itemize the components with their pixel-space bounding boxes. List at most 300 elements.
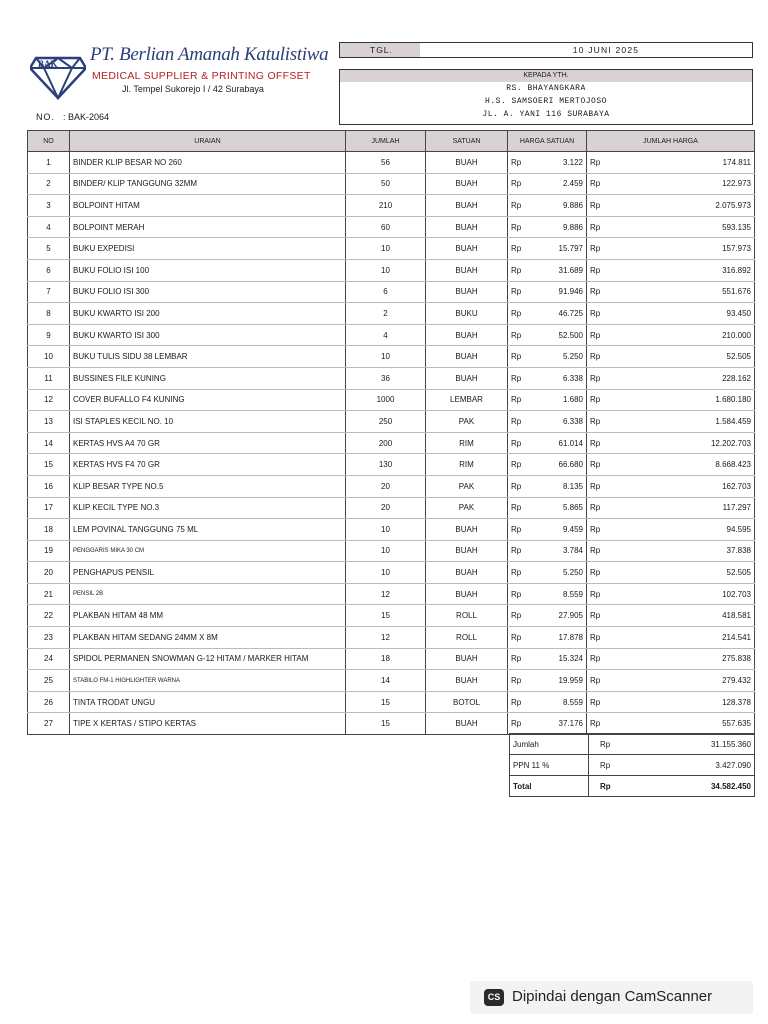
row-number: 20	[28, 562, 70, 584]
row-total-price	[587, 713, 755, 735]
currency-label: Rp	[590, 265, 601, 275]
table-row	[28, 627, 755, 649]
row-total-price	[587, 324, 755, 346]
currency-label: Rp	[590, 330, 601, 340]
table-row	[28, 259, 755, 281]
summary-row	[510, 734, 755, 755]
currency-label: Rp	[590, 157, 601, 167]
row-unit-price-value: 61.014	[558, 438, 583, 448]
row-number: 16	[28, 475, 70, 497]
summary-label: Total	[510, 776, 589, 797]
row-description: LEM POVINAL TANGGUNG 75 ML	[70, 519, 346, 541]
currency-label: Rp	[511, 179, 522, 189]
currency-label: Rp	[511, 157, 522, 167]
row-total-price-value: 94.595	[726, 524, 751, 534]
items-table	[27, 130, 755, 735]
row-quantity: 12	[346, 627, 426, 649]
row-unit-price	[508, 670, 587, 692]
row-unit: BUAH	[426, 648, 508, 670]
row-number: 22	[28, 605, 70, 627]
currency-label: Rp	[590, 244, 601, 254]
row-description: BUKU FOLIO ISI 100	[70, 259, 346, 281]
summary-amount	[589, 776, 755, 797]
row-description: KLIP BESAR TYPE NO.5	[70, 475, 346, 497]
row-unit: BUAH	[426, 195, 508, 217]
table-row	[28, 281, 755, 303]
row-unit-price-value: 5.250	[562, 568, 583, 578]
row-unit-price-value: 66.680	[558, 460, 583, 470]
header-description: URAIAN	[70, 131, 346, 152]
row-total-price	[587, 411, 755, 433]
company-tagline: MEDICAL SUPPLIER & PRINTING OFFSET	[92, 70, 311, 82]
currency-label: Rp	[511, 546, 522, 556]
row-unit: BOTOL	[426, 691, 508, 713]
header-no: NO	[28, 131, 70, 152]
row-quantity: 130	[346, 454, 426, 476]
row-unit-price-value: 52.500	[558, 330, 583, 340]
row-quantity: 200	[346, 432, 426, 454]
table-header-row	[28, 131, 755, 152]
row-description: BOLPOINT MERAH	[70, 216, 346, 238]
row-total-price-value: 2.075.973	[715, 200, 751, 210]
row-total-price-value: 93.450	[726, 308, 751, 318]
row-description: BUSSINES FILE KUNING	[70, 367, 346, 389]
row-quantity: 6	[346, 281, 426, 303]
row-total-price	[587, 627, 755, 649]
currency-label: Rp	[590, 373, 601, 383]
currency-label: Rp	[590, 308, 601, 318]
row-unit-price-value: 3.122	[562, 157, 583, 167]
row-unit-price	[508, 411, 587, 433]
row-total-price-value: 228.162	[722, 373, 751, 383]
summary-value: 3.427.090	[715, 760, 751, 770]
row-unit: LEMBAR	[426, 389, 508, 411]
row-description: TINTA TRODAT UNGU	[70, 691, 346, 713]
row-total-price	[587, 583, 755, 605]
currency-label: Rp	[590, 200, 601, 210]
row-total-price	[587, 152, 755, 174]
currency-label: Rp	[590, 287, 601, 297]
row-quantity: 1000	[346, 389, 426, 411]
row-total-price	[587, 216, 755, 238]
row-number: 8	[28, 303, 70, 325]
currency-label: Rp	[590, 438, 601, 448]
row-total-price	[587, 670, 755, 692]
row-total-price	[587, 389, 755, 411]
row-description: BUKU KWARTO ISI 300	[70, 324, 346, 346]
row-unit-price	[508, 583, 587, 605]
row-unit: BUAH	[426, 519, 508, 541]
row-quantity: 14	[346, 670, 426, 692]
currency-label: Rp	[590, 719, 601, 729]
camscanner-logo: CS	[484, 989, 504, 1006]
row-number: 6	[28, 259, 70, 281]
row-unit: ROLL	[426, 627, 508, 649]
currency-label: Rp	[600, 781, 611, 791]
row-quantity: 210	[346, 195, 426, 217]
row-quantity: 15	[346, 713, 426, 735]
date-box	[339, 42, 753, 58]
row-unit: BUKU	[426, 303, 508, 325]
row-unit-price	[508, 713, 587, 735]
currency-label: Rp	[590, 676, 601, 686]
table-row	[28, 411, 755, 433]
row-unit-price-value: 17.878	[558, 632, 583, 642]
date-label: TGL.	[340, 43, 420, 57]
row-total-price	[587, 173, 755, 195]
row-total-price	[587, 454, 755, 476]
row-number: 12	[28, 389, 70, 411]
table-row	[28, 432, 755, 454]
row-unit-price-value: 19.959	[558, 676, 583, 686]
row-unit: BUAH	[426, 346, 508, 368]
header-quantity: JUMLAH	[346, 131, 426, 152]
row-quantity: 12	[346, 583, 426, 605]
row-number: 10	[28, 346, 70, 368]
row-total-price	[587, 691, 755, 713]
row-number: 7	[28, 281, 70, 303]
row-unit-price-value: 6.338	[562, 416, 583, 426]
row-unit: PAK	[426, 475, 508, 497]
table-row	[28, 216, 755, 238]
currency-label: Rp	[511, 611, 522, 621]
row-number: 23	[28, 627, 70, 649]
row-total-price-value: 593.135	[722, 222, 751, 232]
recipient-line: H.S. SAMSOERI MERTOJOSO	[485, 97, 607, 106]
row-total-price-value: 37.838	[726, 546, 751, 556]
row-unit-price	[508, 238, 587, 260]
recipient-heading: KEPADA YTH.	[340, 70, 752, 82]
currency-label: Rp	[590, 481, 601, 491]
row-quantity: 10	[346, 519, 426, 541]
row-unit-price-value: 15.797	[558, 244, 583, 254]
row-total-price	[587, 497, 755, 519]
row-number: 9	[28, 324, 70, 346]
row-total-price-value: 551.676	[722, 287, 751, 297]
row-description: KLIP KECIL TYPE NO.3	[70, 497, 346, 519]
row-unit-price-value: 8.559	[562, 589, 583, 599]
row-unit: PAK	[426, 411, 508, 433]
row-total-price-value: 275.838	[722, 654, 751, 664]
table-row	[28, 324, 755, 346]
row-unit: PAK	[426, 497, 508, 519]
recipient-box	[339, 69, 753, 125]
document-number-label: NO.	[36, 112, 56, 122]
row-total-price-value: 316.892	[722, 265, 751, 275]
table-row	[28, 497, 755, 519]
row-unit-price	[508, 367, 587, 389]
currency-label: Rp	[600, 760, 611, 770]
table-row	[28, 605, 755, 627]
row-description: PENGGARIS MIKA 30 CM	[70, 540, 346, 562]
recipient-line: JL. A. YANI 116 SURABAYA	[482, 110, 610, 119]
row-unit-price	[508, 519, 587, 541]
row-unit-price-value: 2.459	[562, 179, 583, 189]
table-row	[28, 540, 755, 562]
currency-label: Rp	[600, 739, 611, 749]
currency-label: Rp	[511, 330, 522, 340]
row-description: COVER BUFALLO F4 KUNING	[70, 389, 346, 411]
row-total-price-value: 8.668.423	[715, 460, 751, 470]
header-unit: SATUAN	[426, 131, 508, 152]
row-total-price-value: 1.680.180	[715, 395, 751, 405]
items-body	[28, 152, 755, 735]
row-unit-price	[508, 324, 587, 346]
row-total-price-value: 52.505	[726, 568, 751, 578]
row-total-price	[587, 648, 755, 670]
date-value: 10 JUNI 2025	[572, 45, 640, 55]
table-row	[28, 475, 755, 497]
row-total-price	[587, 195, 755, 217]
row-number: 24	[28, 648, 70, 670]
currency-label: Rp	[590, 503, 601, 513]
row-unit-price-value: 5.865	[562, 503, 583, 513]
row-description: SPIDOL PERMANEN SNOWMAN G-12 HITAM / MARKER HITAM	[70, 648, 346, 670]
row-quantity: 250	[346, 411, 426, 433]
row-unit-price-value: 37.176	[558, 719, 583, 729]
row-total-price	[587, 367, 755, 389]
company-address: Jl. Tempel Sukorejo I / 42 Surabaya	[122, 84, 264, 94]
summary-body	[510, 734, 755, 797]
header-total-price: JUMLAH HARGA	[587, 131, 755, 152]
row-unit-price	[508, 562, 587, 584]
summary-amount	[589, 734, 755, 755]
table-row	[28, 454, 755, 476]
row-unit: BUAH	[426, 259, 508, 281]
row-number: 18	[28, 519, 70, 541]
row-unit-price-value: 91.946	[558, 287, 583, 297]
row-unit-price-value: 5.250	[562, 352, 583, 362]
currency-label: Rp	[511, 222, 522, 232]
row-description: KERTAS HVS F4 70 GR	[70, 454, 346, 476]
row-total-price-value: 52.505	[726, 352, 751, 362]
table-row	[28, 648, 755, 670]
currency-label: Rp	[590, 179, 601, 189]
currency-label: Rp	[590, 568, 601, 578]
row-description: PLAKBAN HITAM SEDANG 24MM X 8M	[70, 627, 346, 649]
row-total-price-value: 418.581	[722, 611, 751, 621]
currency-label: Rp	[511, 654, 522, 664]
row-unit: BUAH	[426, 238, 508, 260]
row-total-price-value: 279.432	[722, 676, 751, 686]
row-total-price	[587, 519, 755, 541]
row-unit-price-value: 1.680	[562, 395, 583, 405]
row-unit: ROLL	[426, 605, 508, 627]
row-unit: BUAH	[426, 713, 508, 735]
currency-label: Rp	[590, 222, 601, 232]
summary-amount	[589, 755, 755, 776]
row-quantity: 56	[346, 152, 426, 174]
row-number: 1	[28, 152, 70, 174]
row-unit-price	[508, 648, 587, 670]
row-unit-price-value: 31.689	[558, 265, 583, 275]
row-unit-price-value: 9.886	[562, 200, 583, 210]
row-description: BUKU FOLIO ISI 300	[70, 281, 346, 303]
row-unit-price	[508, 540, 587, 562]
row-unit-price	[508, 627, 587, 649]
company-name: PT. Berlian Amanah Katulistiwa	[90, 44, 329, 65]
row-number: 2	[28, 173, 70, 195]
table-row	[28, 367, 755, 389]
row-total-price-value: 102.703	[722, 589, 751, 599]
row-unit: RIM	[426, 454, 508, 476]
row-description: PENSIL 2B	[70, 583, 346, 605]
svg-text:BAK: BAK	[38, 59, 58, 69]
row-unit-price-value: 8.559	[562, 697, 583, 707]
currency-label: Rp	[511, 697, 522, 707]
row-unit: BUAH	[426, 583, 508, 605]
currency-label: Rp	[590, 395, 601, 405]
row-quantity: 4	[346, 324, 426, 346]
row-total-price	[587, 605, 755, 627]
row-quantity: 50	[346, 173, 426, 195]
table-row	[28, 713, 755, 735]
currency-label: Rp	[511, 438, 522, 448]
currency-label: Rp	[511, 373, 522, 383]
currency-label: Rp	[590, 632, 601, 642]
row-number: 14	[28, 432, 70, 454]
currency-label: Rp	[590, 546, 601, 556]
row-quantity: 18	[346, 648, 426, 670]
row-unit-price	[508, 691, 587, 713]
row-total-price-value: 174.811	[722, 157, 751, 167]
row-unit-price-value: 9.886	[562, 222, 583, 232]
currency-label: Rp	[590, 654, 601, 664]
currency-label: Rp	[590, 589, 601, 599]
row-quantity: 10	[346, 562, 426, 584]
row-total-price	[587, 432, 755, 454]
row-total-price	[587, 238, 755, 260]
currency-label: Rp	[511, 265, 522, 275]
summary-row	[510, 776, 755, 797]
header-unit-price: HARGA SATUAN	[508, 131, 587, 152]
currency-label: Rp	[590, 697, 601, 707]
camscanner-badge	[470, 981, 753, 1014]
currency-label: Rp	[511, 200, 522, 210]
table-row	[28, 583, 755, 605]
row-description: PLAKBAN HITAM 48 MM	[70, 605, 346, 627]
row-unit-price-value: 3.784	[562, 546, 583, 556]
currency-label: Rp	[511, 503, 522, 513]
row-quantity: 36	[346, 367, 426, 389]
row-number: 17	[28, 497, 70, 519]
row-total-price	[587, 259, 755, 281]
row-unit-price	[508, 605, 587, 627]
row-description: TIPE X KERTAS / STIPO KERTAS	[70, 713, 346, 735]
row-description: BINDER KLIP BESAR NO 260	[70, 152, 346, 174]
summary-label: Jumlah	[510, 734, 589, 755]
row-number: 4	[28, 216, 70, 238]
table-row	[28, 195, 755, 217]
row-number: 21	[28, 583, 70, 605]
row-quantity: 2	[346, 303, 426, 325]
row-description: BINDER/ KLIP TANGGUNG 32MM	[70, 173, 346, 195]
row-unit-price	[508, 152, 587, 174]
row-total-price-value: 162.703	[722, 481, 751, 491]
row-unit: BUAH	[426, 367, 508, 389]
currency-label: Rp	[590, 416, 601, 426]
row-unit-price-value: 46.725	[558, 308, 583, 318]
row-unit: BUAH	[426, 562, 508, 584]
row-unit-price	[508, 432, 587, 454]
currency-label: Rp	[511, 632, 522, 642]
row-description: BOLPOINT HITAM	[70, 195, 346, 217]
row-unit: BUAH	[426, 216, 508, 238]
row-total-price	[587, 346, 755, 368]
row-unit: BUAH	[426, 152, 508, 174]
row-quantity: 20	[346, 497, 426, 519]
row-quantity: 15	[346, 605, 426, 627]
row-total-price-value: 157.973	[722, 244, 751, 254]
row-description: BUKU EXPEDISI	[70, 238, 346, 260]
row-unit-price	[508, 216, 587, 238]
currency-label: Rp	[590, 524, 601, 534]
row-description: PENGHAPUS PENSIL	[70, 562, 346, 584]
currency-label: Rp	[511, 395, 522, 405]
table-row	[28, 238, 755, 260]
row-quantity: 10	[346, 238, 426, 260]
row-unit-price	[508, 303, 587, 325]
currency-label: Rp	[511, 244, 522, 254]
table-row	[28, 519, 755, 541]
currency-label: Rp	[511, 308, 522, 318]
row-quantity: 20	[346, 475, 426, 497]
row-unit-price	[508, 346, 587, 368]
row-number: 26	[28, 691, 70, 713]
row-total-price-value: 128.378	[722, 697, 751, 707]
table-row	[28, 562, 755, 584]
currency-label: Rp	[511, 460, 522, 470]
row-unit: BUAH	[426, 281, 508, 303]
row-quantity: 10	[346, 346, 426, 368]
row-unit-price	[508, 497, 587, 519]
camscanner-text: Dipindai dengan CamScanner	[512, 988, 713, 1005]
table-row	[28, 173, 755, 195]
row-total-price	[587, 303, 755, 325]
currency-label: Rp	[590, 460, 601, 470]
table-row	[28, 670, 755, 692]
summary-value: 34.582.450	[710, 781, 751, 791]
row-total-price-value: 1.584.459	[715, 416, 751, 426]
row-total-price-value: 214.541	[722, 632, 751, 642]
row-unit: BUAH	[426, 173, 508, 195]
row-quantity: 60	[346, 216, 426, 238]
row-unit-price	[508, 195, 587, 217]
row-unit: BUAH	[426, 670, 508, 692]
document-number	[36, 112, 109, 122]
row-unit-price-value: 15.324	[558, 654, 583, 664]
row-description: KERTAS HVS A4 70 GR	[70, 432, 346, 454]
row-unit-price	[508, 475, 587, 497]
currency-label: Rp	[511, 352, 522, 362]
currency-label: Rp	[511, 719, 522, 729]
currency-label: Rp	[511, 416, 522, 426]
row-total-price	[587, 475, 755, 497]
row-number: 19	[28, 540, 70, 562]
summary-label: PPN 11 %	[510, 755, 589, 776]
row-total-price-value: 122.973	[722, 179, 751, 189]
summary-row	[510, 755, 755, 776]
row-number: 15	[28, 454, 70, 476]
row-quantity: 15	[346, 691, 426, 713]
row-unit-price	[508, 259, 587, 281]
summary-table	[509, 733, 755, 797]
row-total-price	[587, 562, 755, 584]
row-total-price-value: 210.000	[722, 330, 751, 340]
row-unit-price	[508, 389, 587, 411]
currency-label: Rp	[511, 676, 522, 686]
row-unit: BUAH	[426, 324, 508, 346]
